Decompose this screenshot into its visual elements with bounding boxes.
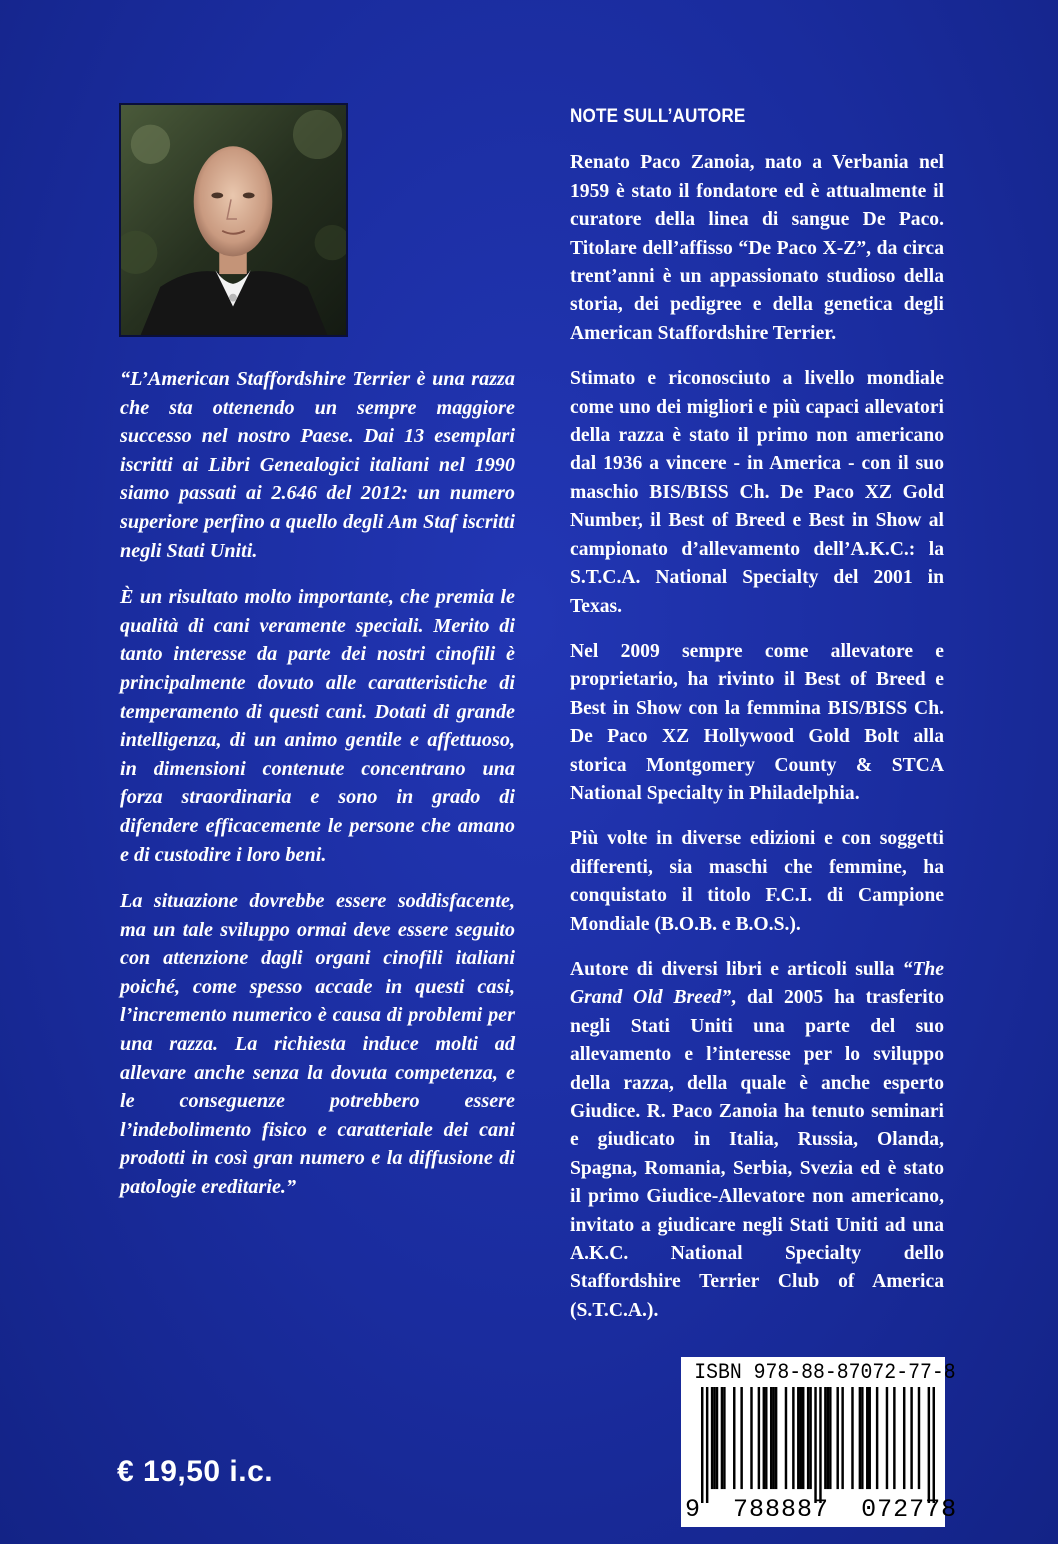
quote-paragraph: È un risultato molto importante, che premia le qualità di cani veramente speciali. Merito di tanto interesse da parte dei nostri cinofili è principalmente dovuto alle caratteristiche di temperamento di questi cani. Dotati di grande intelligenza, di un animo gentile e affettuoso, in dimensioni contenute concentrano una forza straordinaria e sono in grado di difendere efficacemente le persone che amano e di custodire i loro beni.	[120, 586, 515, 866]
ean-right-group: 072778	[861, 1495, 958, 1524]
barcode-bar	[928, 1387, 930, 1503]
barcode-bar	[918, 1387, 920, 1489]
barcode-bar	[758, 1387, 760, 1489]
barcode-bar	[836, 1387, 838, 1489]
barcode-bar	[701, 1387, 703, 1503]
author-notes-paragraph	[570, 956, 944, 1325]
barcode-bar	[814, 1387, 816, 1503]
barcode-bar	[893, 1387, 895, 1489]
author-notes-paragraph: Nel 2009 sempre come allevatore e proprietario, ha rivinto il Best of Breed e Best in Show con la femmina BIS/BISS Ch. De Paco XZ Hollywood Gold Bolt alla storica Montgomery County & STCA National Specialty in Philadelphia.	[570, 640, 944, 804]
author-notes-paragraph: Più volte in diverse edizioni e con soggetti differenti, sia maschi che femmine, ha conquistato il titolo F.C.I. di Campione Mondiale (B.O.B. e B.O.S.).	[570, 828, 944, 935]
barcode-bar	[800, 1387, 802, 1489]
author-portrait-icon	[121, 105, 346, 335]
barcode-bar	[903, 1387, 905, 1489]
barcode-bar	[797, 1387, 799, 1489]
barcode-bar	[721, 1387, 723, 1489]
barcode-bar	[733, 1387, 735, 1489]
barcode-bar	[740, 1387, 742, 1489]
quote-paragraph: “L’American Staffordshire Terrier è una razza che sta ottenendo un sempre maggiore successo nel nostro Paese. Dai 13 esemplari iscritti ai Libri Genealogici italiani nel 1990 siamo passati ai 2.646 del 2012: un numero superiore perfino a quello degli Am Staf iscritti negli Stati Uniti.	[120, 368, 515, 562]
author-notes-heading: NOTE SULL’AUTORE	[570, 106, 746, 127]
barcode-bar	[819, 1387, 821, 1503]
barcode-bar	[713, 1387, 715, 1489]
barcode-bar	[933, 1387, 935, 1503]
barcode-bar	[706, 1387, 708, 1503]
barcode-bar	[763, 1387, 765, 1489]
barcode-bar	[750, 1387, 752, 1489]
barcode-bar	[772, 1387, 774, 1489]
author-notes	[570, 103, 944, 1342]
barcode-bar	[809, 1387, 811, 1489]
barcode-bar	[723, 1387, 725, 1489]
book-title: “The Grand Old Breed”	[570, 958, 944, 1009]
barcode-bar	[775, 1387, 777, 1489]
barcode-bar	[827, 1387, 829, 1489]
ean-first-digit: 9	[685, 1495, 702, 1524]
quote-paragraph: La situazione dovrebbe essere soddisfacente, ma un tale sviluppo ormai deve essere seguito con attenzione dagli organi cinofili italiani poiché, come spesso accade in questi casi, l’incremento numerico è causa di problemi per una razza. La richiesta induce molti ad allevare anche senza la dovuta competenza, e le conseguenze potrebbero essere l’indebolimento fisico e caratteriale dei cani prodotti in così gran numero e la diffusione di patologie ereditarie.”	[120, 890, 515, 1199]
barcode-bar	[866, 1387, 868, 1489]
barcode-bar	[765, 1387, 767, 1489]
author-notes-text: , dal 2005 ha trasferito negli Stati Uniti una parte del suo allevamento e l’interesse per lo sviluppo della razza, della quale è anche esperto Giudice. R. Paco Zanoia ha tenuto seminari e giudicato in Italia, Russia, Olanda, Spagna, Romania, Serbia, Svezia ed è stato il primo Giudice-Allevatore non americano, invitato a giudicare negli Stati Uniti ad una A.K.C. National Specialty dello Staffordshire Terrier Club of America (S.T.C.A.).	[570, 987, 944, 1321]
barcode-bar	[824, 1387, 826, 1489]
barcode-bar	[910, 1387, 912, 1489]
barcode-bar	[861, 1387, 863, 1489]
barcode-bar	[859, 1387, 861, 1489]
barcode-bar	[876, 1387, 878, 1489]
isbn-barcode	[681, 1357, 958, 1527]
barcode-bar	[868, 1387, 870, 1489]
barcode-bar	[841, 1387, 843, 1489]
price: € 19,50 i.c.	[117, 1455, 274, 1488]
barcode-bar	[785, 1387, 787, 1489]
author-notes-paragraph: Renato Paco Zanoia, nato a Verbania nel 1959 è stato il fondatore ed è attualmente il curatore della linea di sangue De Paco. Titolare dell’affisso “De Paco X-Z”, da circa trent’anni è un appassionato studioso della storia, dei pedigree e della genetica degli American Staffordshire Terrier.	[570, 152, 944, 344]
barcode-bar	[829, 1387, 831, 1489]
barcode-bar	[802, 1387, 804, 1489]
author-notes-paragraph: Stimato e riconosciuto a livello mondiale come uno dei migliori e più capaci allevatori della razza è stato il primo non americano dal 1936 a vincere - in America - con il suo maschio BIS/BISS Ch. De Paco XZ Gold Number, il Best of Breed e Best in Show al campionato d’allevamento dell’A.K.C.: la S.T.C.A. National Specialty del 2001 in Texas.	[570, 368, 944, 617]
author-notes-text: Autore di diversi libri e articoli sulla	[570, 958, 903, 980]
barcode-bar	[807, 1387, 809, 1489]
author-photo	[119, 103, 348, 337]
barcode-bar	[711, 1387, 713, 1489]
ean-digits	[685, 1495, 958, 1524]
ean-left-group: 788887	[733, 1495, 830, 1524]
back-cover-quote	[120, 365, 515, 1220]
barcode-bar	[792, 1387, 794, 1489]
barcode-bar	[886, 1387, 888, 1489]
barcode-bar	[770, 1387, 772, 1489]
barcode-bars	[701, 1387, 935, 1503]
barcode-bar	[851, 1387, 853, 1489]
isbn-label: ISBN 978-88-87072-77-8	[694, 1360, 956, 1385]
barcode-bar	[716, 1387, 718, 1489]
